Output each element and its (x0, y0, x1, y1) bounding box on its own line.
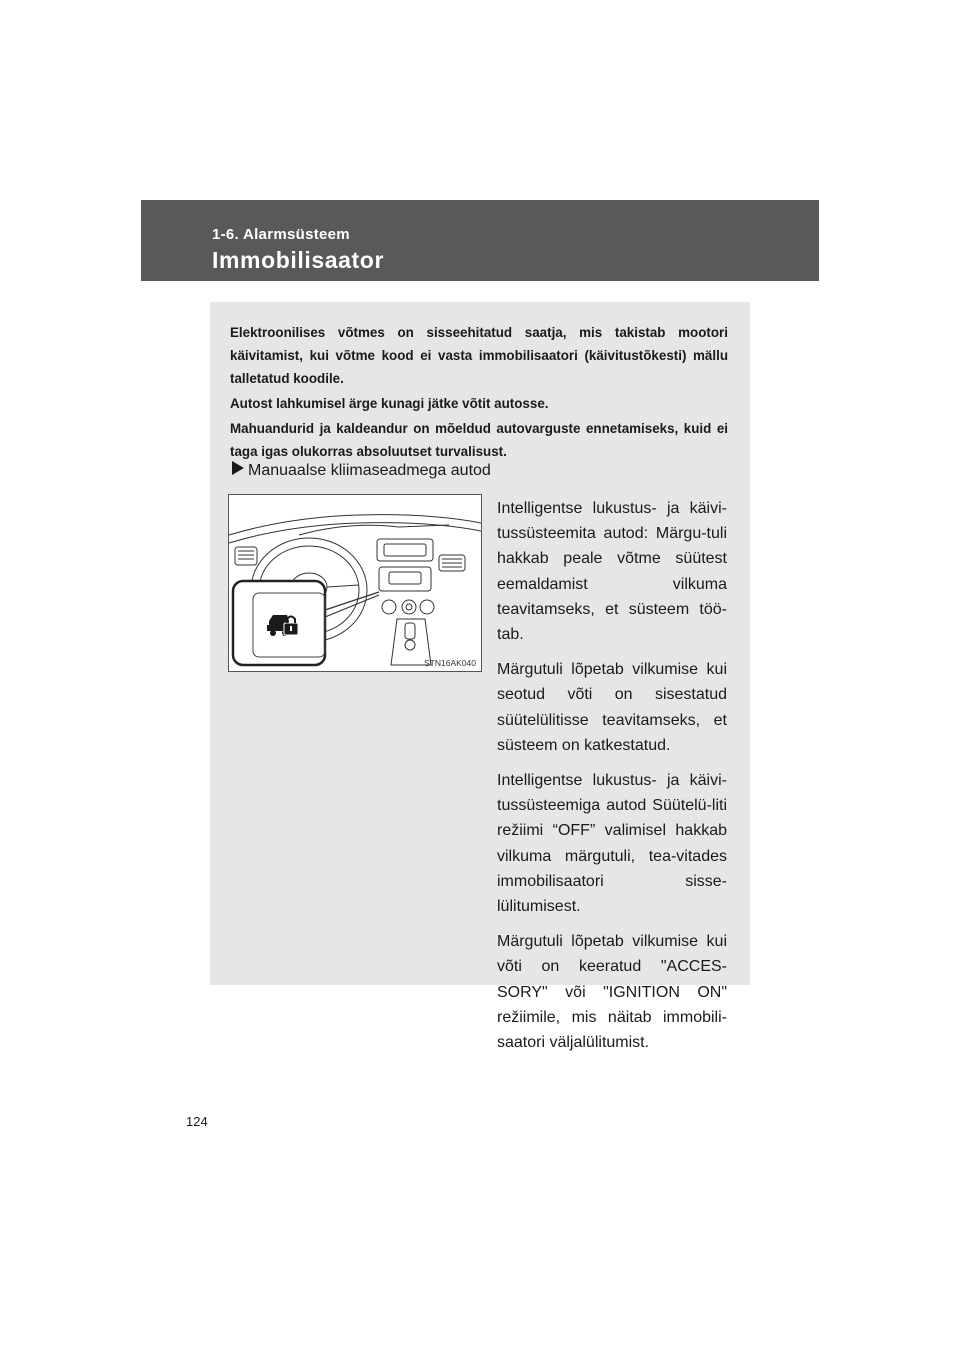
description-paragraph-1: Intelligentse lukustus- ja käivi-tussüsteemita autod: Märgu-tuli hakkab peale võtme süütest eemaldamist vilkuma teavitamseks, et süsteem töö-tab. (497, 500, 727, 644)
sub-heading (232, 461, 491, 481)
security-indicator-lock-icon (267, 615, 298, 636)
intro-block (230, 321, 728, 465)
intro-paragraph-1: Elektroonilises võtmes on sisseehitatud saatja, mis takistab mootori käivitamist, kui võtme kood ei vasta immobilisaatori (käivitustõkesti) mällu talletatud koodile. (230, 325, 728, 386)
figure-code: STN16AK040 (424, 658, 476, 668)
description-paragraph-2: Märgutuli lõpetab vilkumise kui seotud võti on sisestatud süütelülitisse teavitamseks, et süsteem on katkestatud. (497, 661, 727, 754)
intro-paragraph-3: Mahuandurid ja kaldeandur on mõeldud autovarguste ennetamiseks, kuid ei taga igas olukorras absoluutset turvalisust. (230, 421, 728, 459)
dashboard-illustration (228, 494, 482, 672)
sub-heading-text: Manuaalse kliimaseadmega autod (248, 462, 491, 479)
content-box (210, 302, 750, 1052)
intro-paragraph-2: Autost lahkumisel ärge kunagi jätke võtit autosse. (230, 396, 549, 411)
section-label: 1-6. Alarmsüsteem (212, 226, 350, 243)
chapter-header (141, 200, 819, 281)
page-title: Immobilisaator (212, 247, 384, 273)
dashboard-drawing (229, 495, 481, 671)
description-column (497, 496, 727, 1065)
page-number: 124 (186, 1114, 208, 1129)
arrow-right-icon (232, 461, 244, 475)
description-paragraph-4: Märgutuli lõpetab vilkumise kui võti on keeratud "ACCES-SORY" või "IGNITION ON" režiimile, mis näitab immobili-saatori väljalülitumist. (497, 933, 727, 1052)
description-paragraph-3: Intelligentse lukustus- ja käivi-tussüsteemiga autod Süütelü-liti režiimi “OFF” valimisel hakkab vilkuma märgutuli, tea-vitades immobilisaatori sisse-lülitumisest. (497, 772, 727, 916)
